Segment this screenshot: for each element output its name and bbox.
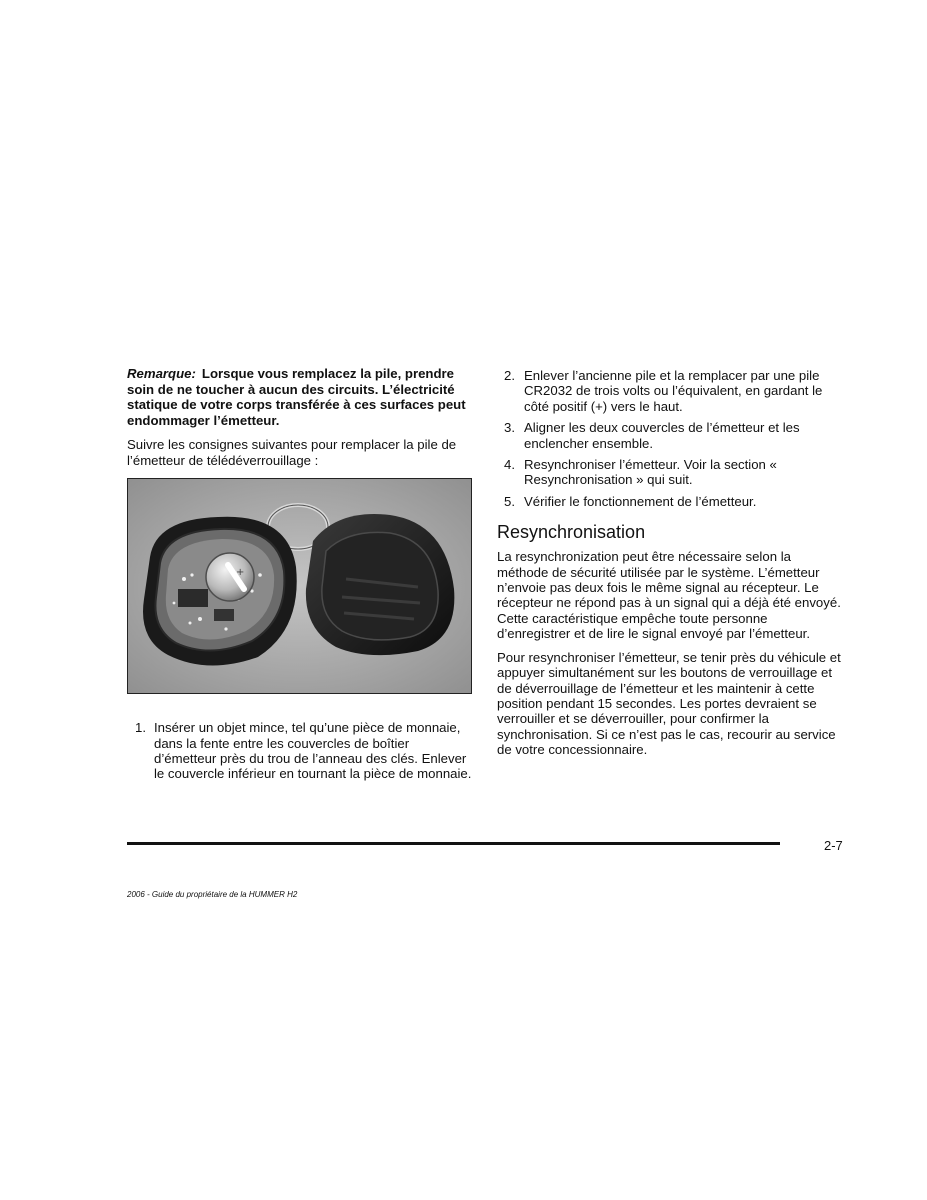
step-number: 1. [135,720,146,736]
step-text: Resynchroniser l’émetteur. Voir la section « Resynchronisation » qui suit. [524,457,777,488]
list-item [497,494,843,509]
note-paragraph [127,366,472,428]
list-item [497,457,843,488]
steps-list-right [497,368,843,509]
step-number: 2. [504,368,515,383]
note-label: Remarque: [127,366,196,381]
page-number: 2-7 [824,838,843,853]
step-text: Insérer un objet mince, tel qu’une pièce de monnaie, dans la fente entre les couvercles de boîtier d’émetteur près du trou de l’anneau des clés. Enlever le couvercle inférieur en tournant la pièce de monnaie. [154,720,472,782]
footer-rule [127,842,780,845]
svg-text:+: + [236,567,245,579]
section-paragraph: La resynchronization peut être nécessaire selon la méthode de sécurité utilisée par le système. L’émetteur n’envoie pas deux fois le même signal au récepteur. Le récepteur ne répond pas à un signal qui a déjà été envoyé. Cette caractéristique empêche toute personne d’enregistrer et de lire le signal envoyé par l’émetteur. [497,549,841,642]
step-text: Vérifier le fonctionnement de l’émetteur. [524,493,757,509]
footer-text: 2006 - Guide du propriétaire de la HUMMER H2 [127,890,298,899]
step-text: Enlever l’ancienne pile et la remplacer par une pile CR2032 de trois volts ou l’équivalent, en gardant le côté positif (+) vers le haut. [524,368,823,414]
list-item [497,368,843,414]
key-fob-photo [127,478,472,694]
left-column [127,366,472,788]
intro-paragraph: Suivre les consignes suivantes pour remplacer la pile de l’émetteur de télédéverrouillage : [127,437,457,468]
list-item [127,720,472,782]
step-number: 5. [504,493,515,509]
note-text: Lorsque vous remplacez la pile, prendre soin de ne toucher à aucun des circuits. L’électricité statique de votre corps transférée à ces surfaces peut endommager l’émetteur. [127,366,466,428]
step-number: 3. [504,420,515,436]
steps-list-left [127,720,472,782]
section-paragraph: Pour resynchroniser l’émetteur, se tenir près du véhicule et appuyer simultanément sur les boutons de verrouillage et de déverrouillage de l’émetteur et les maintenir à cette position pendant 15 secondes. Les portes devraient se verrouiller et se déverrouiller, pour confirmer la synchronisation. Si ce n’est pas le cas, recourir au service de votre concessionnaire. [497,649,841,758]
section-heading: Resynchronisation [497,522,646,543]
list-item [497,420,843,451]
step-number: 4. [504,457,515,473]
step-text: Aligner les deux couvercles de l’émetteur et les enclencher ensemble. [524,420,800,451]
right-column [497,368,843,766]
